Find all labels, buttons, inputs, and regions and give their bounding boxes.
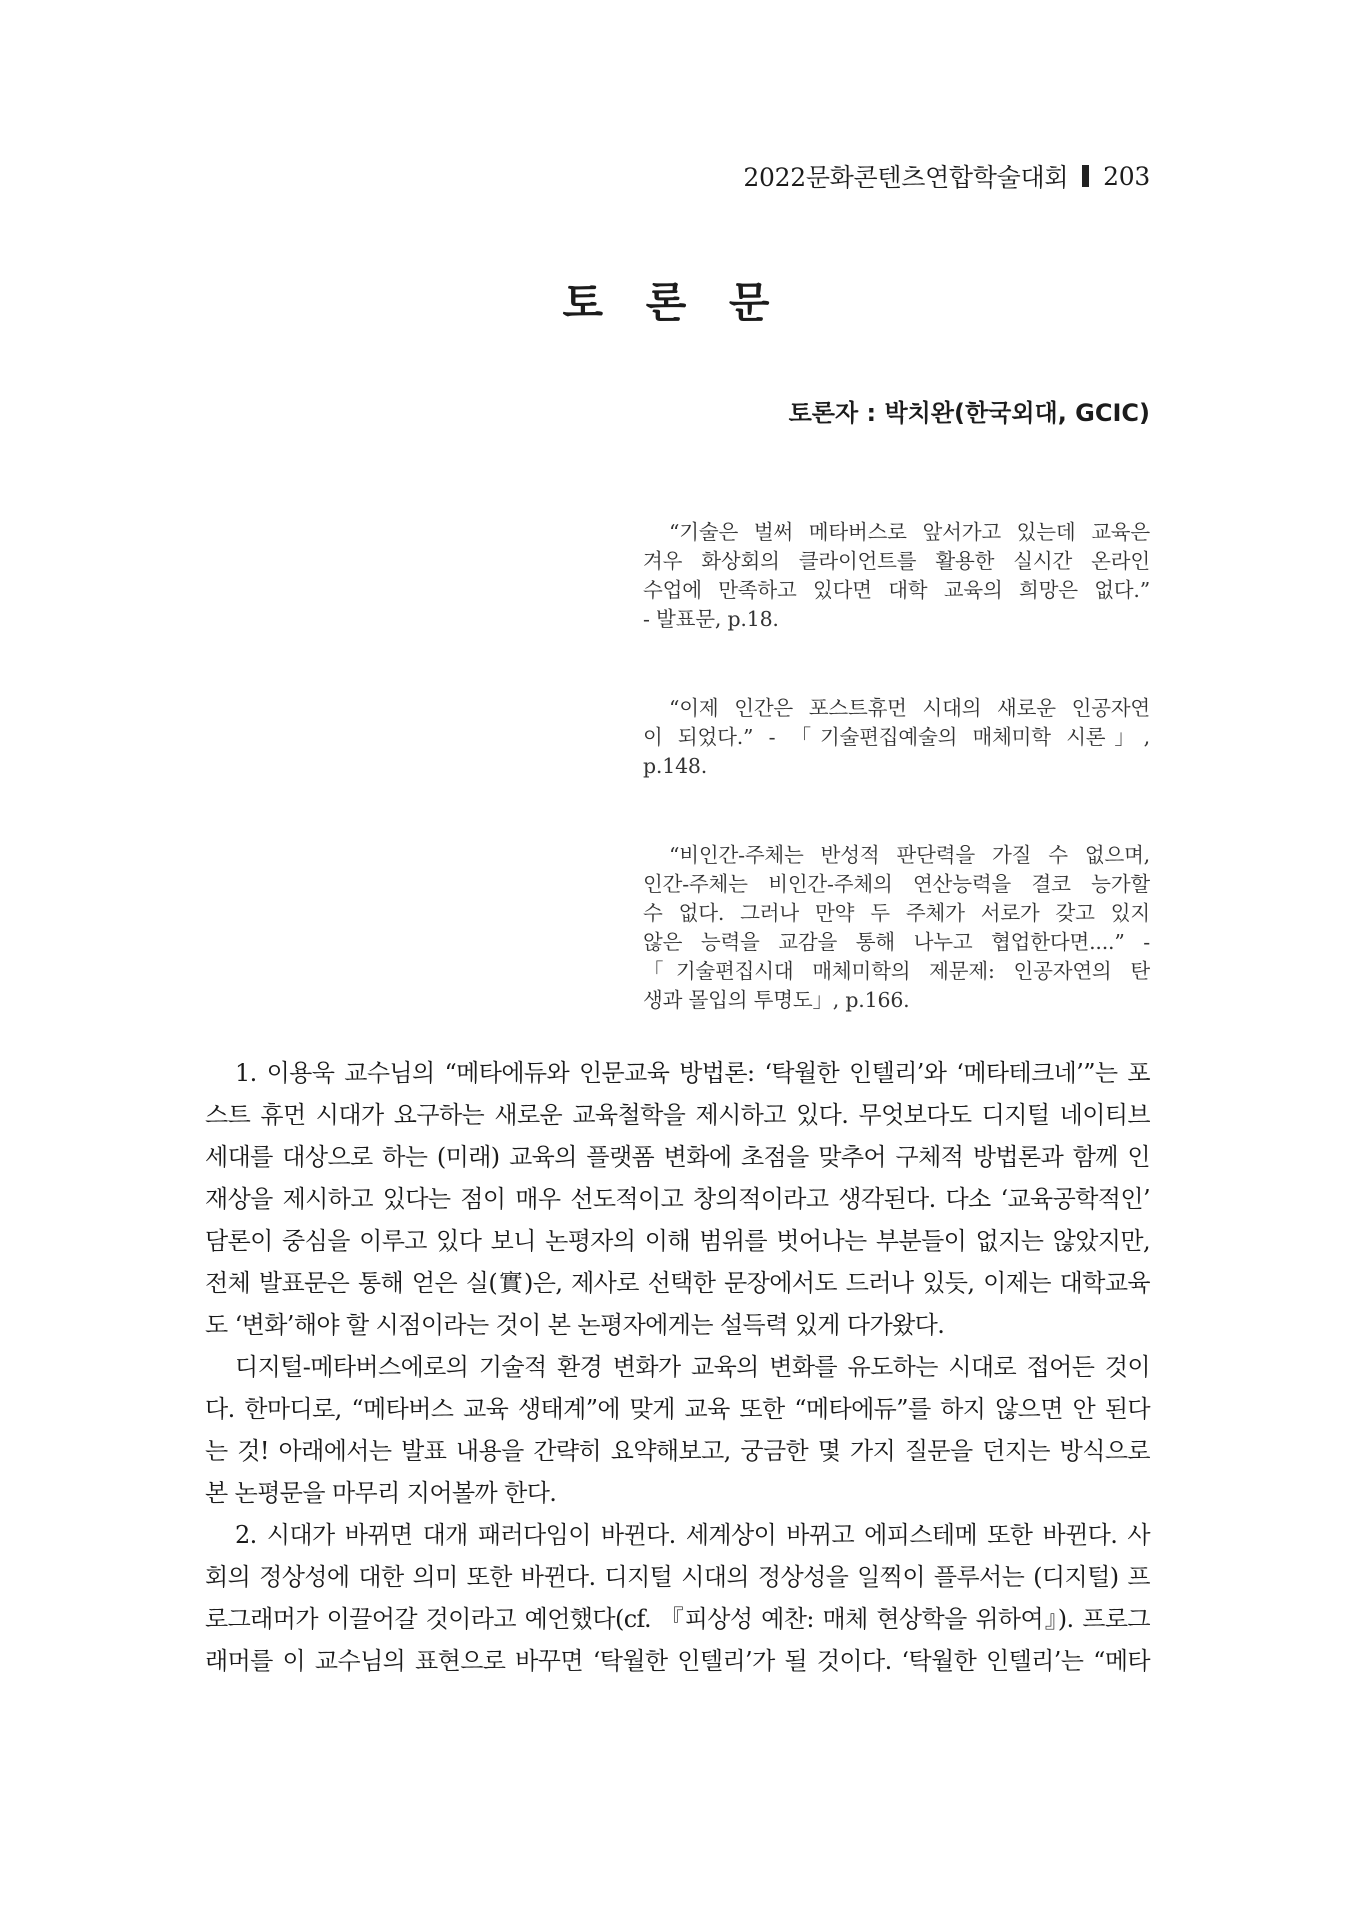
epigraph-line: 수업에 만족하고 있다면 대학 교육의 희망은 없다.”	[643, 578, 1150, 602]
body-line: 2. 시대가 바뀌면 대개 패러다임이 바뀐다. 세계상이 바뀌고 에피스테메 또한 바뀐다. 사	[235, 1521, 1150, 1549]
header-separator-bar	[1082, 165, 1089, 187]
epigraph-line: 않은 능력을 교감을 통해 나누고 협업한다면....” -	[643, 930, 1150, 954]
epigraph-line: 인간-주체는 비인간-주체의 연산능력을 결코 능가할	[643, 872, 1150, 896]
body-line: 재상을 제시하고 있다는 점이 매우 선도적이고 창의적이라고 생각된다. 다소 ‘교육공학적인’	[205, 1185, 1150, 1213]
body-line: 디지털-메타버스에로의 기술적 환경 변화가 교육의 변화를 유도하는 시대로 접어든 것이	[235, 1353, 1150, 1381]
epigraph-line: 생과 몰입의 투명도」, p.166.	[643, 988, 910, 1012]
paragraph-1	[205, 1052, 1150, 1346]
running-header	[743, 158, 1150, 194]
body-line: 다. 한마디로, “메타버스 교육 생태계”에 맞게 교육 또한 “메타에듀”를 하지 않으면 안 된다	[205, 1395, 1150, 1423]
body-line: 로그래머가 이끌어갈 것이라고 예언했다(cf. 『피상성 예찬: 매체 현상학을 위하여』). 프로그	[205, 1605, 1150, 1633]
body-line: 담론이 중심을 이루고 있다 보니 논평자의 이해 범위를 벗어나는 부분들이 없지는 않았지만,	[205, 1227, 1150, 1255]
body-line: 는 것! 아래에서는 발표 내용을 간략히 요약해보고, 궁금한 몇 가지 질문을 던지는 방식으로	[205, 1437, 1150, 1465]
epigraph-2	[643, 694, 1150, 781]
epigraph-line: “기술은 벌써 메타버스로 앞서가고 있는데 교육은	[669, 520, 1150, 544]
body-line: 도 ‘변화’해야 할 시점이라는 것이 본 논평자에게는 설득력 있게 다가왔다.	[205, 1311, 945, 1339]
epigraph-line: “비인간-주체는 반성적 판단력을 가질 수 없으며,	[669, 843, 1150, 867]
body-text	[205, 1052, 1150, 1682]
epigraph-line: p.148.	[643, 754, 708, 778]
epigraph-line: - 발표문, p.18.	[643, 607, 779, 631]
body-line: 스트 휴먼 시대가 요구하는 새로운 교육철학을 제시하고 있다. 무엇보다도 디지털 네이티브	[205, 1101, 1150, 1129]
body-line: 회의 정상성에 대한 의미 또한 바뀐다. 디지털 시대의 정상성을 일찍이 플루서는 (디지털) 프	[205, 1563, 1150, 1591]
page-number: 203	[1103, 161, 1150, 191]
body-line: 1. 이용욱 교수님의 “메타에듀와 인문교육 방법론: ‘탁월한 인텔리’와 ‘메타테크네’”는 포	[235, 1059, 1150, 1087]
paragraph-3	[205, 1514, 1150, 1682]
epigraph-line: 겨우 화상회의 클라이언트를 활용한 실시간 온라인	[643, 549, 1150, 573]
conference-name: 2022문화콘텐츠연합학술대회	[743, 163, 1069, 192]
author-line: 토론자 : 박치완(한국외대, GCIC)	[788, 399, 1150, 427]
epigraph-block	[643, 518, 1150, 1075]
body-line: 본 논평문을 마무리 지어볼까 한다.	[205, 1479, 557, 1507]
epigraph-line: 수 없다. 그러나 만약 두 주체가 서로가 갖고 있지	[643, 901, 1150, 925]
page-title: 토 론 문	[562, 278, 784, 327]
paragraph-2	[205, 1346, 1150, 1514]
epigraph-3	[643, 841, 1150, 1015]
body-line: 세대를 대상으로 하는 (미래) 교육의 플랫폼 변화에 초점을 맞추어 구체적 방법론과 함께 인	[205, 1143, 1150, 1171]
epigraph-line: 이 되었다.” - 「기술편집예술의 매체미학 시론」,	[643, 725, 1150, 749]
body-line: 래머를 이 교수님의 표현으로 바꾸면 ‘탁월한 인텔리’가 될 것이다. ‘탁월한 인텔리’는 “메타	[205, 1647, 1150, 1675]
epigraph-line: 「기술편집시대 매체미학의 제문제: 인공자연의 탄	[643, 959, 1150, 983]
epigraph-1	[643, 518, 1150, 634]
body-line: 전체 발표문은 통해 얻은 실(實)은, 제사로 선택한 문장에서도 드러나 있듯, 이제는 대학교육	[205, 1269, 1150, 1297]
epigraph-line: “이제 인간은 포스트휴먼 시대의 새로운 인공자연	[669, 696, 1150, 720]
